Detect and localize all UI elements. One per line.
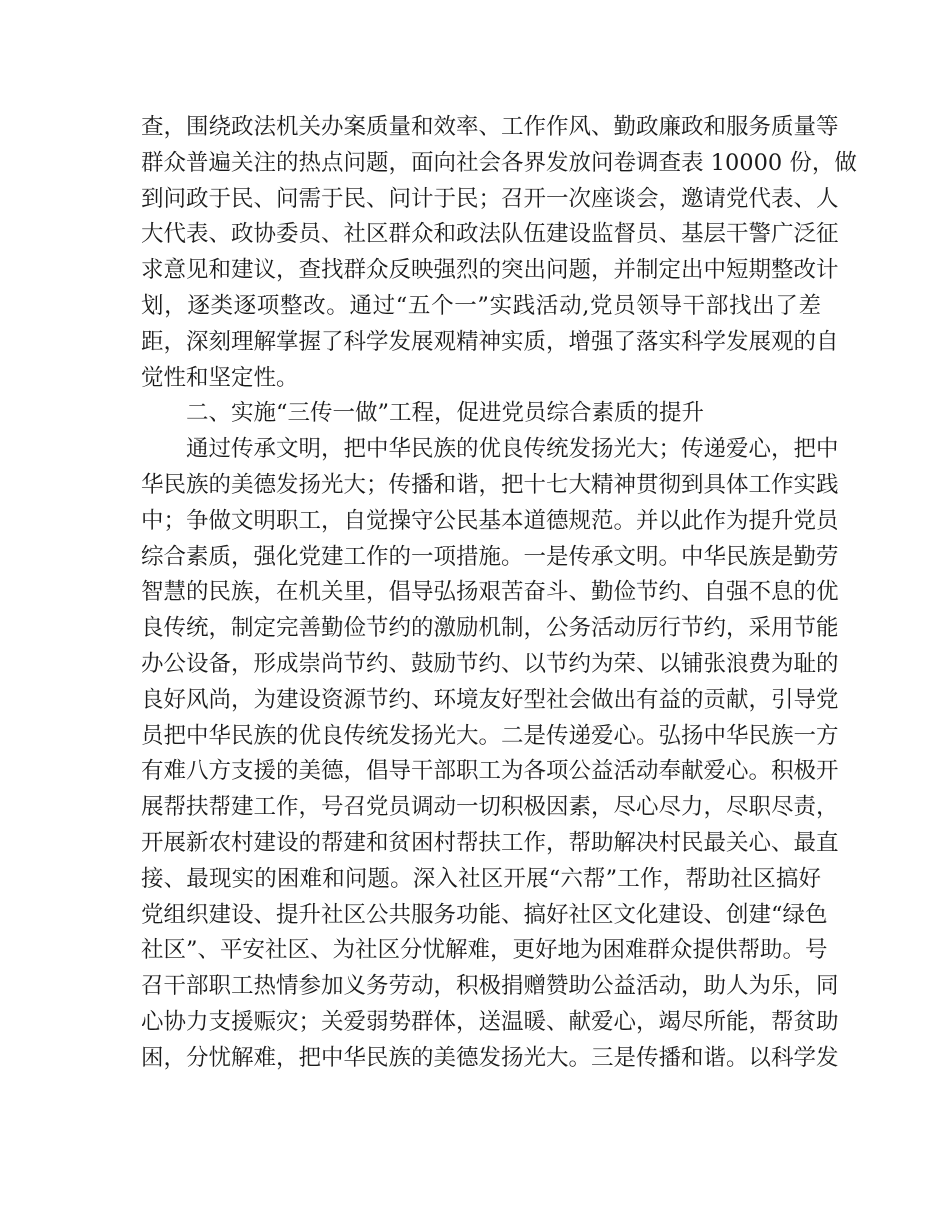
text-line: 大代表、政协委员、社区群众和政法队伍建设监督员、基层干警广泛征 xyxy=(141,221,839,248)
text-line: 良传统，制定完善勤俭节约的激励机制，公务活动厉行节约，采用节能 xyxy=(141,615,839,642)
text-line: 困，分忧解难，把中华民族的美德发扬光大。三是传播和谐。以科学发 xyxy=(141,1044,839,1071)
text-line: 心协力支援赈灾；关爱弱势群体，送温暖、献爱心，竭尽所能，帮贫助 xyxy=(141,1008,839,1035)
text-line: 觉性和坚定性。 xyxy=(141,364,299,391)
document-body xyxy=(141,110,857,1077)
text-line: 党组织建设、提升社区公共服务功能、搞好社区文化建设、创建“绿色 xyxy=(141,901,828,928)
text-line: 展帮扶帮建工作，号召党员调动一切积极因素，尽心尽力，尽职尽责， xyxy=(141,794,839,821)
text-line: 良好风尚，为建设资源节约、环境友好型社会做出有益的贡献，引导党 xyxy=(141,686,839,713)
text-line: 综合素质，强化党建工作的一项措施。一是传承文明。中华民族是勤劳 xyxy=(141,543,839,570)
text-line: 华民族的美德发扬光大；传播和谐，把十七大精神贯彻到具体工作实践 xyxy=(141,471,839,498)
text-line: 召干部职工热情参加义务劳动，积极捐赠赞助公益活动，助人为乐，同 xyxy=(141,973,839,1000)
text-line: 划，逐类逐项整改。通过“五个一”实践活动,党员领导干部找出了差 xyxy=(141,292,821,319)
text-line: 开展新农村建设的帮建和贫困村帮扶工作，帮助解决村民最关心、最直 xyxy=(141,829,839,856)
text-line: 求意见和建议，查找群众反映强烈的突出问题，并制定出中短期整改计 xyxy=(141,257,839,284)
text-line: 距，深刻理解掌握了科学发展观精神实质，增强了落实科学发展观的自 xyxy=(141,328,839,355)
text-line: 智慧的民族，在机关里，倡导弘扬艰苦奋斗、勤俭节约、自强不息的优 xyxy=(141,579,839,606)
text-line: 有难八方支援的美德，倡导干部职工为各项公益活动奉献爱心。积极开 xyxy=(141,758,839,785)
text-line: 接、最现实的困难和问题。深入社区开展“六帮”工作，帮助社区搞好 xyxy=(141,865,821,892)
text-line: 到问政于民、问需于民、问计于民；召开一次座谈会，邀请党代表、人 xyxy=(141,185,839,212)
text-line: 查，围绕政法机关办案质量和效率、工作作风、勤政廉政和服务质量等 xyxy=(141,114,839,140)
text-line: 办公设备，形成崇尚节约、鼓励节约、以节约为荣、以铺张浪费为耻的 xyxy=(141,650,839,677)
text-line: 通过传承文明，把中华民族的优良传统发扬光大；传递爱心，把中 xyxy=(186,436,839,463)
text-line: 中；争做文明职工，自觉操守公民基本道德规范。并以此作为提升党员 xyxy=(141,507,839,534)
section-heading: 二、实施“三传一做”工程，促进党员综合素质的提升 xyxy=(186,400,705,427)
text-line: 群众普遍关注的热点问题，面向社会各界发放问卷调查表 10000 份，做 xyxy=(141,149,857,176)
text-line: 社区”、平安社区、为社区分忧解难，更好地为困难群众提供帮助。号 xyxy=(141,937,828,964)
text-line: 员把中华民族的优良传统发扬光大。二是传递爱心。弘扬中华民族一方 xyxy=(141,722,839,749)
